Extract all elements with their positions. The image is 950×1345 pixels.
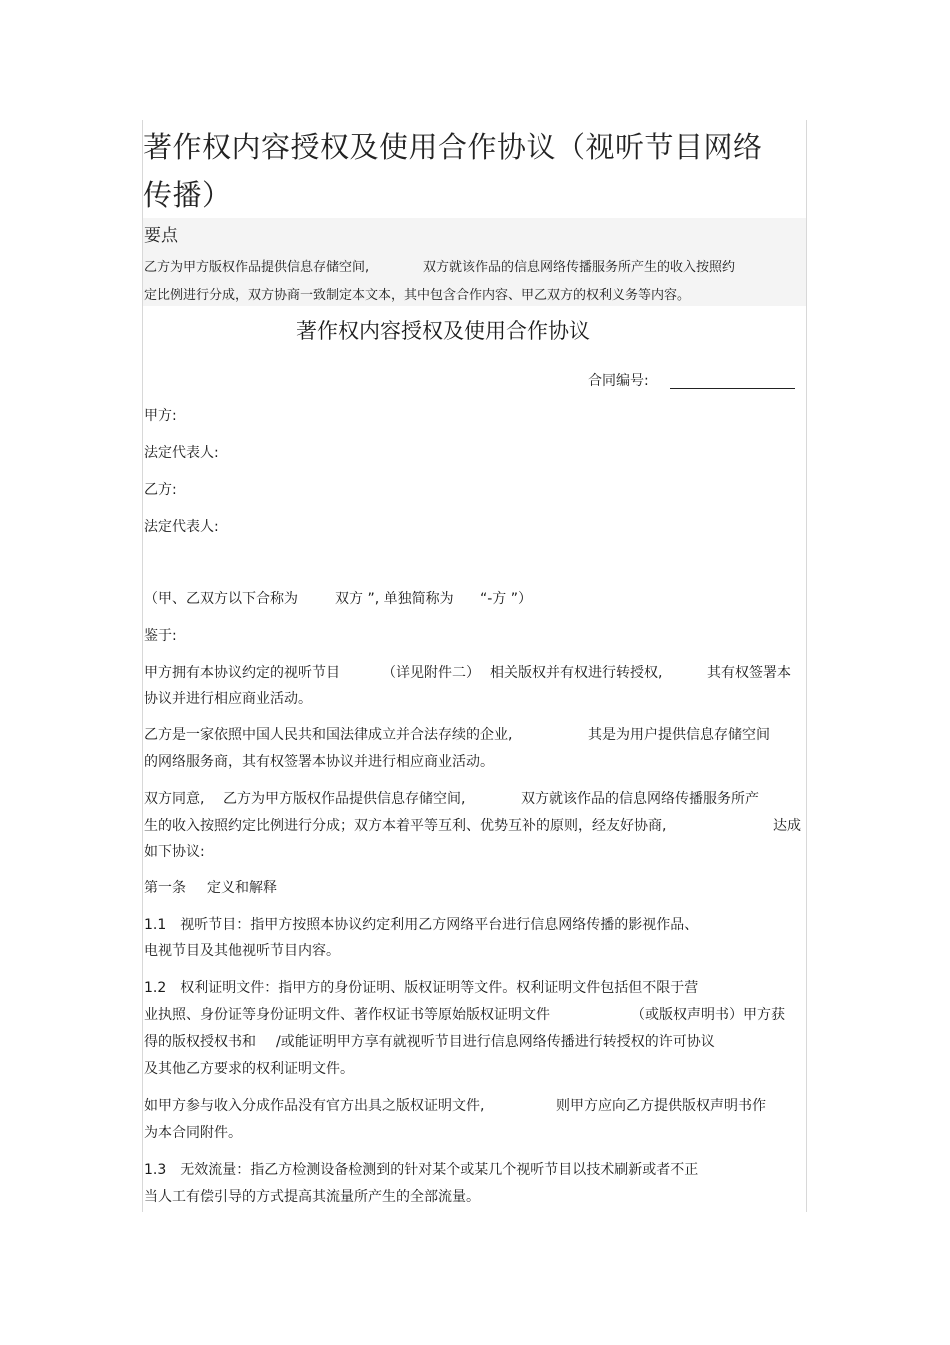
clause-1-1: 电视节目及其他视听节目内容。 — [144, 943, 340, 959]
naming-clause: 双方 ”, 单独简称为 — [335, 591, 454, 607]
summary-text: 定比例进行分成，双方协商一致制定本文本，其中包含合作内容、甲乙双方的权利义务等内容。 — [144, 288, 691, 303]
party-a-rep-label: 法定代表人: — [144, 445, 219, 461]
article-heading: 第一条 — [144, 880, 186, 896]
party-b-label: 乙方: — [144, 482, 177, 498]
agreement-title: 著作权内容授权及使用合作协议 — [296, 319, 590, 343]
recital-paragraph: 乙方是一家依照中国人民共和国法律成立并合法存续的企业, — [144, 727, 513, 743]
whereas-label: 鉴于: — [144, 628, 177, 644]
recital-paragraph: 达成 — [773, 818, 801, 834]
summary-heading: 要点 — [144, 226, 178, 246]
recital-paragraph: （详见附件二） — [382, 665, 480, 681]
article-heading: 定义和解释 — [207, 880, 277, 896]
contract-number-label: 合同编号: — [588, 373, 649, 389]
clause-1-2: （或版权声明书）甲方获 — [631, 1007, 785, 1023]
recital-paragraph: 如下协议: — [144, 844, 205, 860]
naming-clause: “-方 ”） — [480, 591, 533, 607]
recital-paragraph: 的网络服务商，其有权签署本协议并进行相应商业活动。 — [144, 754, 494, 770]
recital-paragraph: 其有权签署本 — [707, 665, 791, 681]
recital-paragraph: 乙方为甲方版权作品提供信息存储空间, — [223, 791, 466, 807]
clause-1-2: 得的版权授权书和 — [144, 1034, 256, 1050]
page-right-border — [806, 120, 807, 1212]
recital-paragraph: 相关版权并有权进行转授权, — [490, 665, 663, 681]
recital-paragraph: 协议并进行相应商业活动。 — [144, 691, 312, 707]
recital-paragraph: 甲方拥有本协议约定的视听节目 — [144, 665, 340, 681]
summary-text: 双方就该作品的信息网络传播服务所产生的收入按照约 — [423, 260, 736, 275]
clause-1-2: 1.2 权利证明文件：指甲方的身份证明、版权证明等文件。权利证明文件包括但不限于营 — [144, 980, 699, 996]
clause-1-2: /或能证明甲方享有就视听节目进行信息网络传播进行转授权的许可协议 — [276, 1034, 715, 1050]
clause-1-2-note: 则甲方应向乙方提供版权声明书作 — [556, 1098, 766, 1114]
document-main-title: 著作权内容授权及使用合作协议（视听节目网络 — [143, 130, 763, 164]
contract-number-blank — [670, 388, 795, 389]
recital-paragraph: 双方就该作品的信息网络传播服务所产 — [521, 791, 759, 807]
recital-paragraph: 双方同意, — [144, 791, 205, 807]
recital-paragraph: 其是为用户提供信息存储空间 — [588, 727, 770, 743]
document-main-title-line2: 传播） — [143, 178, 232, 212]
naming-clause: （甲、乙双方以下合称为 — [144, 591, 298, 607]
party-b-rep-label: 法定代表人: — [144, 519, 219, 535]
summary-text: 乙方为甲方版权作品提供信息存储空间, — [144, 260, 370, 275]
clause-1-3: 1.3 无效流量：指乙方检测设备检测到的针对某个或某几个视听节目以技术刷新或者不正 — [144, 1162, 699, 1178]
party-a-label: 甲方: — [144, 408, 177, 424]
clause-1-2-note: 如甲方参与收入分成作品没有官方出具之版权证明文件, — [144, 1098, 485, 1114]
clause-1-1: 1.1 视听节目：指甲方按照本协议约定利用乙方网络平台进行信息网络传播的影视作品、 — [144, 917, 699, 933]
clause-1-2-note: 为本合同附件。 — [144, 1125, 242, 1141]
clause-1-2: 及其他乙方要求的权利证明文件。 — [144, 1061, 354, 1077]
clause-1-3: 当人工有偿引导的方式提高其流量所产生的全部流量。 — [144, 1189, 480, 1205]
recital-paragraph: 生的收入按照约定比例进行分成；双方本着平等互利、优势互补的原则，经友好协商, — [144, 818, 667, 834]
clause-1-2: 业执照、身份证等身份证明文件、著作权证书等原始版权证明文件 — [144, 1007, 550, 1023]
